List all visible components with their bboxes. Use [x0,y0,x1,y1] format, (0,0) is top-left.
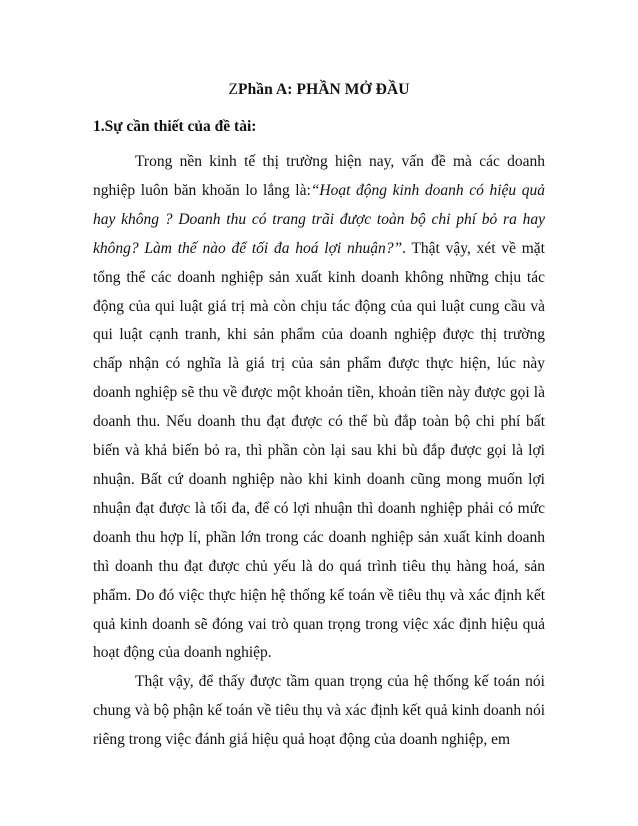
body-text [93,148,545,755]
paragraph-1 [93,148,545,668]
page-title [0,81,638,99]
paragraph-2: Thật vậy, để thấy được tầm quan trọng của hệ thống kế toán nói chung và bộ phận kế toán về tiêu thụ và xác định kết quả kinh doanh nói riêng trong việc đánh giá hiệu quả hoạt động của doanh nghiệp, em [93,673,545,749]
title-prefix: Z [228,81,239,98]
section-heading: 1.Sự cần thiết của đề tài: [93,118,257,135]
paragraph-1-quote: “Hoạt động kinh doanh có hiệu quả hay không ? Doanh thu có trang trãi được toàn bộ chi phí bỏ ra hay không? Làm thế nào để tối đa hoá lợi nhuận?” [93,181,545,257]
title-text: Phần A: PHẦN MỞ ĐẦU [238,81,410,98]
paragraph-1-lead: Trong nền kinh tế thị trường hiện nay, vấn đề mà các doanh nghiệp luôn băn khoăn lo lắng là: [93,153,545,199]
paragraph-1-rest: . Thật vậy, xét về mặt tổng thể các doanh nghiệp sản xuất kinh doanh không những chịu tác động của qui luật giá trị mà còn chịu tác động của qui luật cung cầu và qui luật cạnh tranh, khi sản phẩm của doanh nghiệp được thị trường chấp nhận có nghĩa là giá trị của sản phẩm được thực hiện, lúc này doanh nghiệp sẽ thu về được một khoản tiền, khoản tiền này được gọi là doanh thu. Nếu doanh thu đạt được có thể bù đắp toàn bộ chi phí bất biến và khả biến bỏ ra, thì phần còn lại sau khi bù đắp được gọi là lợi nhuận. Bất cứ doanh nghiệp nào khi kinh doanh cũng mong muốn lợi nhuận đạt được là tối đa, để có lợi nhuận thì doanh nghiệp phải có mức doanh thu hợp lí, phần lớn trong các doanh nghiệp sản xuất kinh doanh thì doanh thu đạt được chủ yếu là do quá trình tiêu thụ hàng hoá, sản phẩm. Do đó việc thực hiện hệ thống kế toán về tiêu thụ và xác định kết quả kinh doanh sẽ đóng vai trò quan trọng trong việc xác định hiệu quả hoạt động của doanh nghiệp. [93,239,545,662]
